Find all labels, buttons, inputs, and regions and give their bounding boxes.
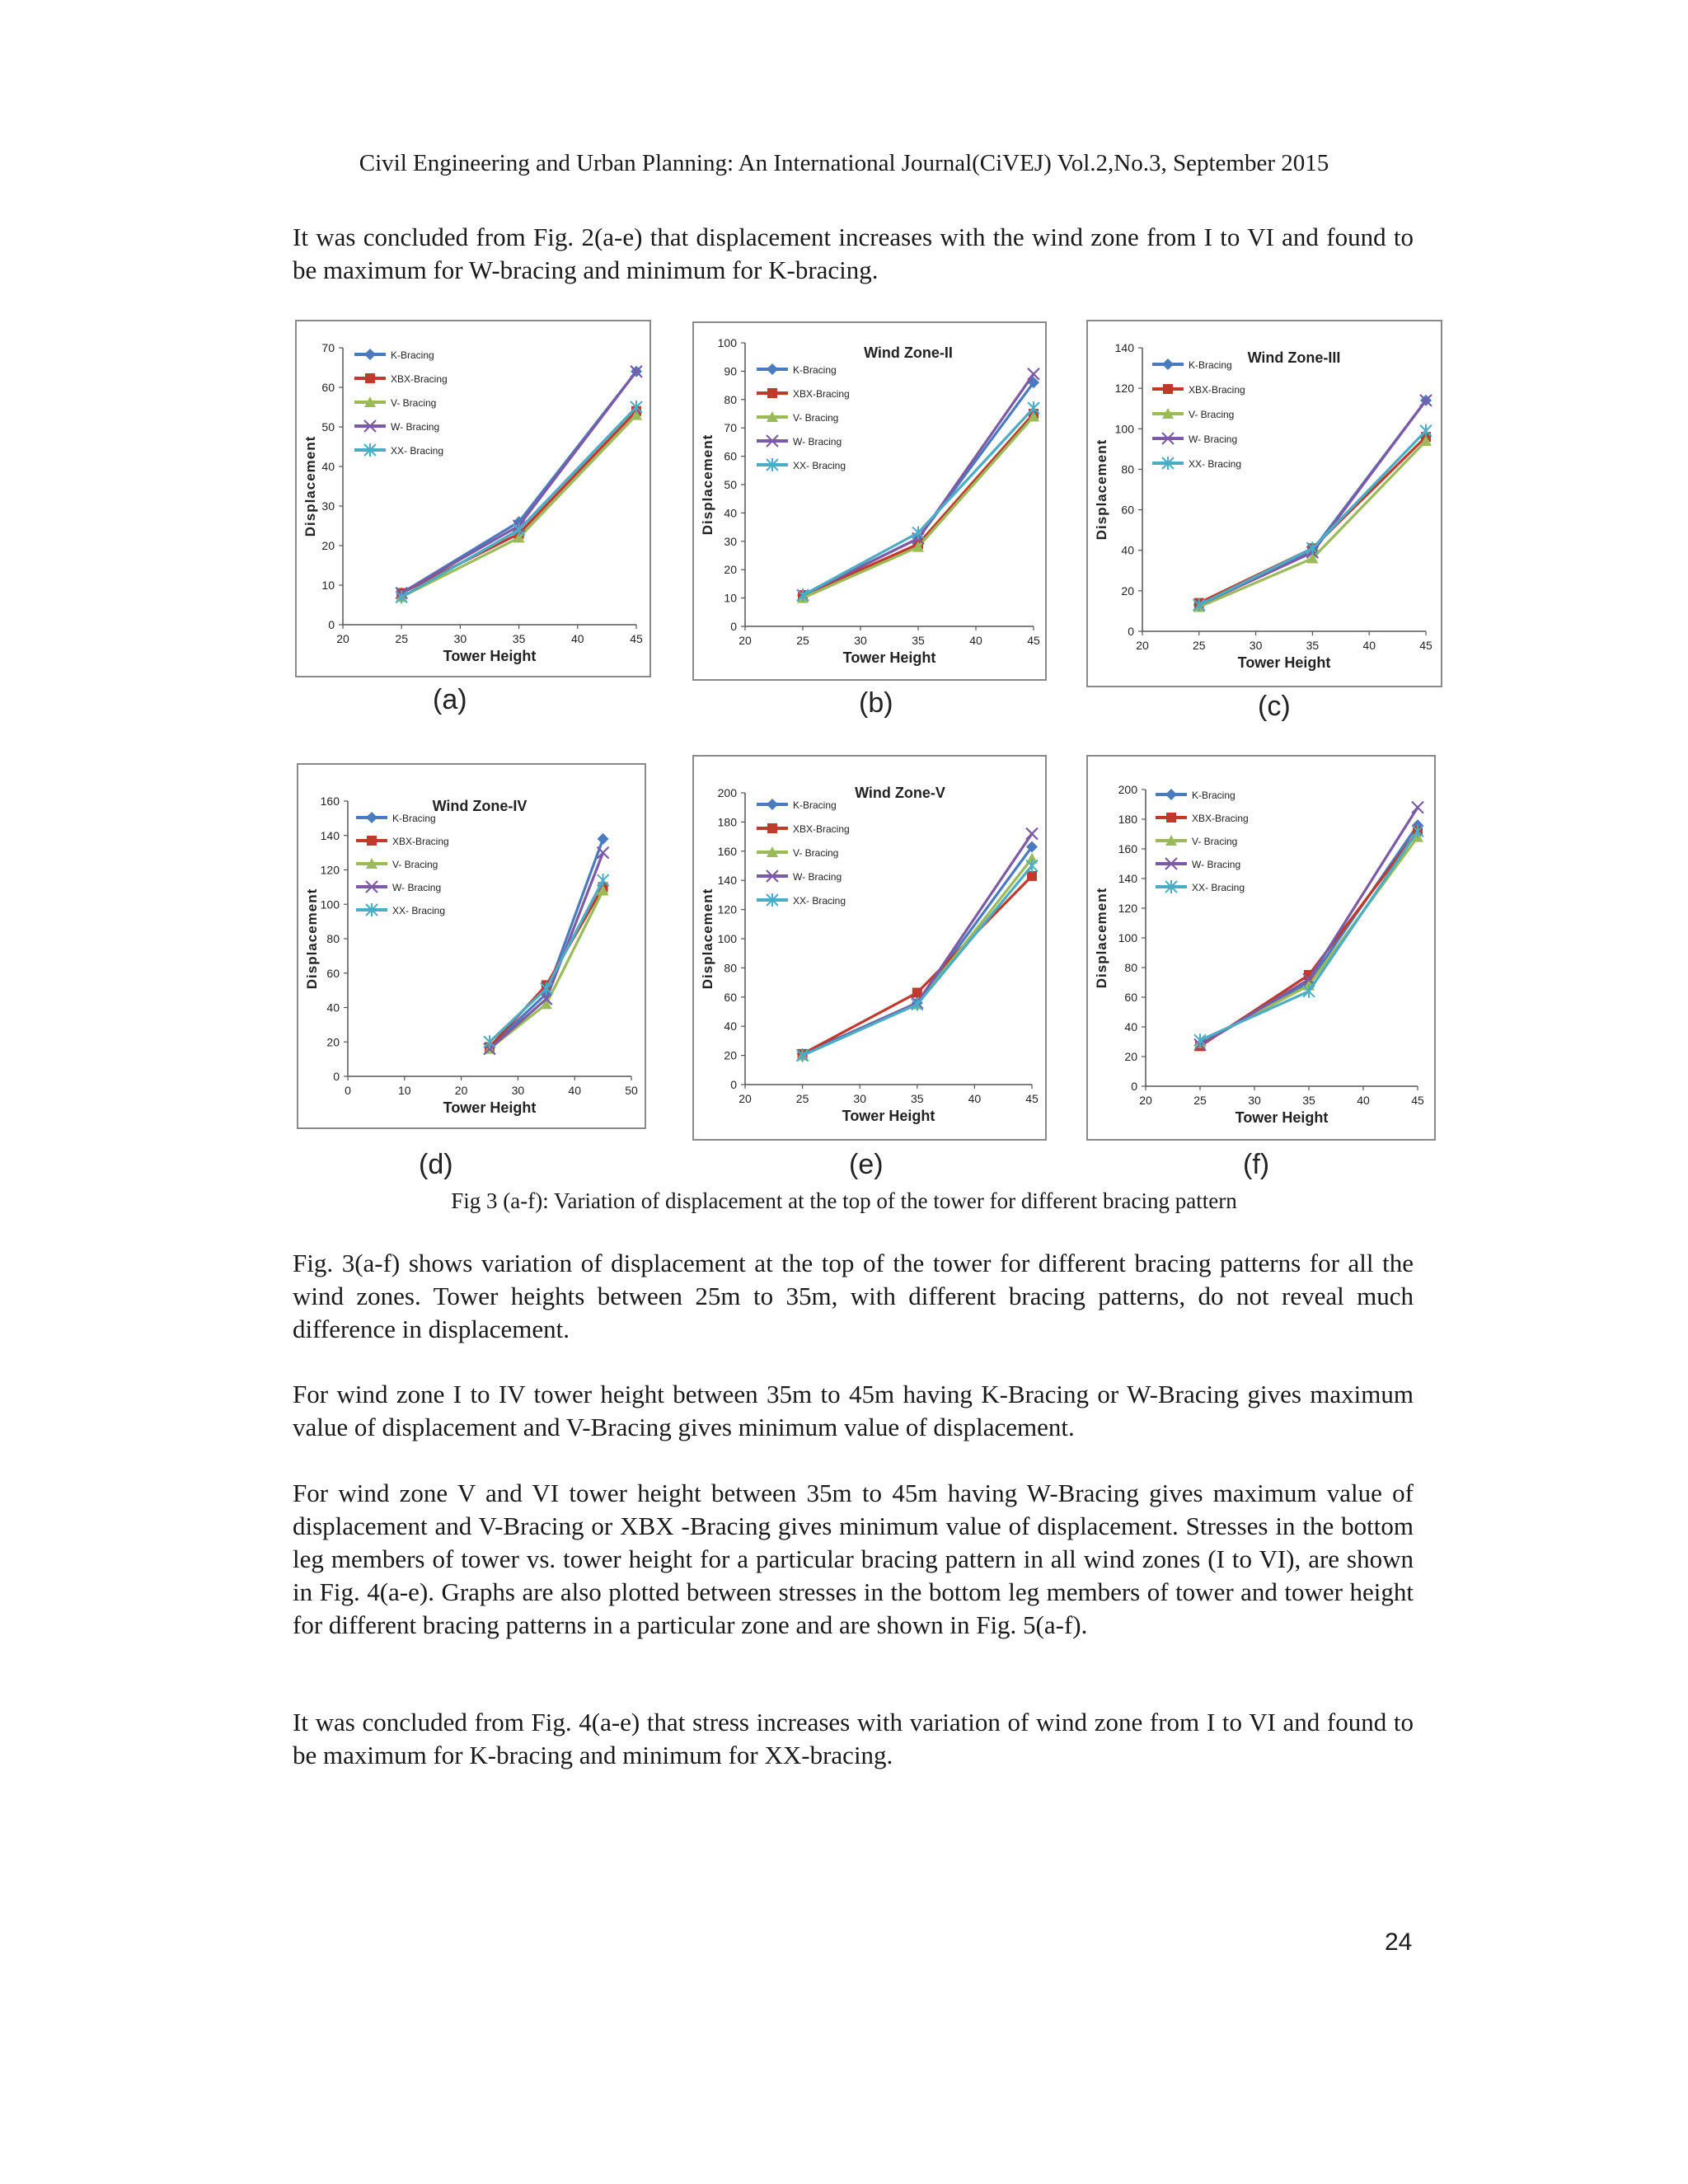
y-axis-label: Displacement: [1094, 438, 1109, 541]
legend-marker: [1163, 384, 1173, 394]
x-tick-label: 45: [1419, 639, 1432, 652]
x-tick-label: 20: [738, 1092, 752, 1105]
y-tick-label: 160: [1118, 842, 1137, 855]
y-tick-label: 80: [724, 392, 737, 406]
legend-item-xbx-bracing: [1152, 384, 1245, 396]
x-tick-label: 35: [512, 632, 526, 645]
legend-item-w-bracing: [354, 420, 439, 433]
series-line-xx-bracing: [490, 880, 603, 1042]
x-tick-label: 10: [398, 1084, 411, 1097]
series-line-k-bracing: [490, 839, 603, 1047]
y-tick-label: 0: [1128, 625, 1134, 638]
legend-label: V- Bracing: [1189, 409, 1235, 420]
y-tick-label: 140: [320, 828, 340, 842]
legend-label: W- Bracing: [1192, 859, 1241, 870]
y-tick-label: 30: [321, 499, 335, 513]
series-w-bracing: [1193, 395, 1432, 611]
y-tick-label: 10: [321, 579, 335, 592]
y-tick-label: 160: [320, 794, 340, 808]
y-tick-label: 20: [1121, 583, 1134, 598]
y-tick-label: 180: [1118, 813, 1137, 826]
panel-label-d: (d): [419, 1149, 453, 1180]
legend-item-w-bracing: [757, 870, 842, 883]
y-axis-label: Displacement: [700, 434, 715, 536]
y-tick-label: 30: [724, 534, 737, 548]
x-tick-label: 20: [738, 634, 752, 647]
legend-item-k-bracing: [1156, 789, 1236, 801]
y-tick-label: 60: [321, 381, 335, 394]
legend-item-k-bracing: [757, 799, 837, 811]
y-tick-label: 120: [1114, 382, 1134, 396]
y-tick-label: 100: [717, 336, 737, 349]
data-point-xx-bracing: [598, 874, 609, 887]
legend-marker: [767, 799, 778, 810]
data-point-xx-bracing: [1028, 401, 1039, 415]
legend-label: XBX-Bracing: [793, 823, 850, 835]
series-xbx-bracing: [396, 406, 641, 598]
y-tick-label: 140: [717, 874, 737, 888]
y-tick-label: 0: [730, 620, 737, 633]
legend-item-k-bracing: [354, 349, 434, 361]
paragraph-1: Fig. 3(a-f) shows variation of displacement at the top of the tower for different bracing patterns for all the wind zones. Tower heights between 25m to 35m, with different bracing patterns, do not reveal much difference in displacement.: [293, 1249, 1414, 1343]
y-tick-label: 40: [326, 1001, 340, 1015]
chart-panel-a: [295, 320, 651, 677]
series-line-w-bracing: [1199, 401, 1426, 605]
y-tick-label: 90: [724, 364, 737, 378]
x-tick-label: 35: [911, 1092, 924, 1105]
panel-label-c: (c): [1258, 691, 1291, 722]
y-axis-label: Displacement: [700, 888, 715, 990]
chart-panel-e: [692, 755, 1047, 1141]
y-tick-label: 40: [1124, 1020, 1137, 1033]
legend-label: XBX-Bracing: [392, 836, 449, 847]
y-tick-label: 60: [1124, 991, 1137, 1004]
paragraph-2: For wind zone I to IV tower height between 35m to 45m having K-Bracing or W-Bracing gives maximum value of displacement and V-Bracing gives minimum value of displacement.: [293, 1380, 1414, 1441]
legend-item-v-bracing: [356, 858, 438, 870]
y-tick-label: 60: [724, 990, 737, 1004]
legend-label: V- Bracing: [793, 412, 839, 424]
chart-b-svg: [694, 323, 1045, 679]
legend-label: XX- Bracing: [793, 460, 846, 471]
y-tick-label: 20: [724, 563, 737, 577]
x-tick-label: 40: [968, 1092, 982, 1105]
data-point-xx-bracing: [1026, 860, 1038, 873]
chart-panel-b: [692, 321, 1047, 681]
panel-label-f: (f): [1243, 1149, 1270, 1180]
y-tick-label: 0: [333, 1070, 340, 1083]
y-tick-label: 160: [717, 844, 737, 858]
legend-label: W- Bracing: [392, 882, 442, 893]
x-tick-label: 45: [1027, 634, 1040, 647]
x-tick-label: 45: [1411, 1094, 1424, 1107]
legend-label: V- Bracing: [392, 859, 438, 870]
y-tick-label: 40: [724, 1019, 737, 1033]
series-line-xx-bracing: [1199, 431, 1426, 605]
y-tick-label: 180: [717, 815, 737, 829]
legend-label: XX- Bracing: [1189, 458, 1242, 470]
legend-item-v-bracing: [757, 846, 838, 859]
legend-marker: [367, 836, 377, 846]
legend-marker: [1165, 789, 1177, 800]
y-tick-label: 60: [1121, 503, 1134, 517]
x-tick-label: 30: [511, 1084, 525, 1097]
y-tick-label: 20: [724, 1048, 737, 1062]
legend-item-xbx-bracing: [757, 388, 850, 400]
series-xx-bracing: [797, 401, 1039, 602]
x-tick-label: 25: [795, 1092, 809, 1105]
chart-f-svg: [1088, 757, 1434, 1139]
paragraph-3: For wind zone V and VI tower height between 35m to 45m having W-Bracing gives maximum value of displacement and V-Bracing or XBX -Bracing gives minimum value of displacement. Stresses in the bottom leg members of tower vs. tower height for a particular bracing pattern in all wind zones (I to VI), are shown in Fig. 4(a-e). Graphs are also plotted between stresses in the bottom leg members of tower and tower height for different bracing patterns in a particular zone and are shown in Fig. 5(a-f).: [293, 1479, 1414, 1639]
series-w-bracing: [797, 828, 1038, 1062]
legend-label: K-Bracing: [793, 799, 837, 811]
legend-marker: [1162, 359, 1174, 370]
legend-item-w-bracing: [356, 881, 441, 893]
y-tick-label: 40: [724, 506, 737, 520]
y-tick-label: 100: [717, 932, 737, 945]
y-tick-label: 100: [320, 898, 340, 912]
series-k-bracing: [1193, 395, 1432, 611]
legend-item-v-bracing: [757, 411, 838, 424]
chart-e-svg: [694, 757, 1045, 1139]
x-tick-label: 35: [1302, 1094, 1315, 1107]
series-xx-bracing: [1194, 824, 1423, 1047]
legend-item-k-bracing: [757, 363, 837, 376]
series-line-k-bracing: [1199, 401, 1426, 605]
y-tick-label: 50: [321, 420, 335, 434]
x-axis-label: Tower Height: [842, 1108, 935, 1124]
legend-label: K-Bracing: [392, 813, 436, 824]
legend-marker: [364, 349, 376, 360]
x-tick-label: 25: [1193, 639, 1206, 652]
x-tick-label: 20: [336, 632, 349, 645]
x-tick-label: 40: [1357, 1094, 1370, 1107]
y-tick-label: 20: [326, 1035, 340, 1049]
y-tick-label: 100: [1114, 422, 1134, 436]
legend-label: K-Bracing: [391, 349, 434, 361]
legend-item-xx-bracing: [1152, 457, 1241, 470]
y-tick-label: 120: [320, 863, 340, 877]
legend-item-xbx-bracing: [1156, 813, 1249, 824]
x-axis-label: Tower Height: [443, 648, 537, 664]
legend-item-xbx-bracing: [356, 836, 449, 847]
x-axis-label: Tower Height: [842, 649, 936, 666]
y-tick-label: 40: [321, 460, 335, 473]
x-tick-label: 30: [1249, 639, 1263, 652]
y-tick-label: 200: [1118, 783, 1137, 796]
series-line-w-bracing: [803, 374, 1034, 595]
series-k-bracing: [797, 377, 1039, 601]
legend-item-v-bracing: [1156, 835, 1237, 847]
x-tick-label: 25: [395, 632, 408, 645]
y-axis-label: Displacement: [302, 435, 318, 537]
x-tick-label: 30: [1248, 1094, 1261, 1107]
chart-title: Wind Zone-V: [855, 785, 945, 801]
x-tick-label: 30: [854, 634, 867, 647]
legend-label: W- Bracing: [793, 436, 842, 448]
intro-paragraph: It was concluded from Fig. 2(a-e) that displacement increases with the wind zone from I to VI and found to be maximum for W-bracing and minimum for K-bracing.: [293, 223, 1414, 284]
series-xx-bracing: [1193, 424, 1432, 612]
y-tick-label: 0: [328, 618, 335, 631]
y-tick-label: 20: [1124, 1050, 1137, 1063]
y-tick-label: 140: [1114, 341, 1134, 354]
series-line-k-bracing: [401, 372, 636, 593]
legend-label: K-Bracing: [1192, 790, 1236, 801]
legend-item-xbx-bracing: [757, 823, 850, 835]
series-k-bracing: [484, 833, 609, 1053]
x-tick-label: 50: [625, 1084, 638, 1097]
y-tick-label: 80: [1121, 462, 1134, 476]
y-tick-label: 80: [724, 961, 737, 975]
legend-label: XBX-Bracing: [793, 388, 850, 400]
chart-a-svg: [297, 321, 649, 676]
legend-label: W- Bracing: [793, 871, 842, 883]
series-line-w-bracing: [803, 834, 1032, 1056]
x-tick-label: 40: [571, 632, 584, 645]
legend-label: XBX-Bracing: [1192, 813, 1249, 824]
series-line-v-bracing: [803, 859, 1032, 1056]
legend-label: K-Bracing: [793, 364, 837, 376]
legend-item-w-bracing: [757, 435, 842, 448]
legend-item-w-bracing: [1156, 858, 1240, 870]
chart-panel-c: [1086, 320, 1442, 687]
y-tick-label: 200: [717, 786, 737, 799]
legend-marker: [1166, 813, 1176, 823]
legend-item-xx-bracing: [354, 443, 443, 457]
x-tick-label: 20: [1139, 1094, 1152, 1107]
legend-item-xx-bracing: [757, 458, 846, 471]
legend-item-xx-bracing: [356, 903, 445, 916]
x-tick-label: 0: [345, 1084, 351, 1097]
x-tick-label: 45: [630, 632, 643, 645]
data-point-xbx-bracing: [1027, 871, 1037, 881]
y-tick-label: 120: [1118, 902, 1137, 915]
legend-label: K-Bracing: [1189, 359, 1232, 371]
x-axis-label: Tower Height: [1237, 654, 1331, 671]
series-line-xx-bracing: [401, 407, 636, 597]
x-tick-label: 30: [453, 632, 467, 645]
data-point-w-bracing: [1412, 802, 1423, 813]
data-point-xx-bracing: [1303, 985, 1315, 998]
legend-label: XX- Bracing: [392, 905, 446, 916]
legend-label: W- Bracing: [1189, 434, 1238, 445]
legend-marker: [767, 388, 777, 398]
y-tick-label: 0: [1131, 1080, 1137, 1093]
chart-c-svg: [1088, 321, 1441, 686]
y-tick-label: 80: [326, 932, 340, 945]
series-line-xbx-bracing: [401, 411, 636, 593]
x-tick-label: 20: [1136, 639, 1149, 652]
x-tick-label: 40: [1362, 639, 1376, 652]
x-axis-label: Tower Height: [1235, 1109, 1329, 1126]
page-number: 24: [1385, 1929, 1413, 1956]
y-tick-label: 60: [326, 966, 340, 980]
paragraph-4: It was concluded from Fig. 4(a-e) that stress increases with variation of wind zone from I to VI and found to be maximum for K-bracing and minimum for XX-bracing.: [293, 1708, 1414, 1769]
y-tick-label: 70: [724, 421, 737, 435]
chart-panel-f: [1086, 755, 1436, 1141]
panel-label-a: (a): [433, 684, 467, 715]
y-tick-label: 20: [321, 539, 335, 552]
x-tick-label: 35: [1306, 639, 1320, 652]
y-tick-label: 70: [321, 341, 335, 354]
legend-marker: [365, 373, 375, 383]
y-tick-label: 50: [724, 478, 737, 491]
x-tick-label: 20: [454, 1084, 468, 1097]
x-tick-label: 30: [853, 1092, 866, 1105]
y-tick-label: 60: [724, 449, 737, 463]
data-point-xx-bracing: [1420, 424, 1432, 438]
series-xx-bracing: [484, 874, 609, 1048]
data-point-w-bracing: [1026, 828, 1038, 840]
x-tick-label: 25: [1193, 1094, 1207, 1107]
series-w-bracing: [797, 368, 1039, 601]
chart-title: Wind Zone-III: [1247, 349, 1341, 366]
legend-item-xx-bracing: [757, 893, 846, 907]
series-line-w-bracing: [401, 372, 636, 593]
legend-item-xbx-bracing: [354, 373, 448, 385]
y-tick-label: 40: [1121, 543, 1134, 557]
x-axis-label: Tower Height: [443, 1099, 537, 1116]
legend-item-k-bracing: [356, 812, 436, 824]
y-tick-label: 140: [1118, 872, 1137, 885]
chart-title: Wind Zone-IV: [432, 798, 528, 814]
legend-label: XX- Bracing: [1192, 882, 1245, 893]
chart-title: Wind Zone-II: [864, 344, 953, 361]
legend-label: XX- Bracing: [793, 895, 846, 907]
x-tick-label: 25: [796, 634, 809, 647]
x-tick-label: 40: [969, 634, 982, 647]
x-tick-label: 45: [1025, 1092, 1039, 1105]
legend-item-v-bracing: [354, 396, 436, 409]
x-tick-label: 35: [912, 634, 925, 647]
legend-label: W- Bracing: [391, 421, 440, 433]
legend-label: XBX-Bracing: [391, 373, 448, 385]
y-tick-label: 80: [1124, 961, 1137, 974]
legend-label: V- Bracing: [793, 847, 839, 859]
y-tick-label: 10: [724, 591, 737, 605]
legend-label: XBX-Bracing: [1189, 384, 1245, 396]
legend-marker: [366, 812, 377, 823]
y-axis-label: Displacement: [304, 888, 320, 990]
legend-item-w-bracing: [1152, 433, 1237, 445]
chart-d-svg: [298, 765, 645, 1127]
chart-panel-d: [297, 763, 646, 1129]
legend-item-xx-bracing: [1156, 880, 1245, 893]
figure-caption: Fig 3 (a-f): Variation of displacement at the top of the tower for different bracing pattern: [451, 1188, 1237, 1213]
data-point-k-bracing: [598, 833, 609, 845]
legend-label: XX- Bracing: [391, 445, 444, 457]
y-axis-label: Displacement: [1094, 887, 1109, 989]
journal-header: Civil Engineering and Urban Planning: An International Journal(CiVEJ) Vol.2,No.3, September 2015: [359, 150, 1329, 176]
y-tick-label: 120: [717, 902, 737, 916]
legend-item-k-bracing: [1152, 359, 1232, 371]
y-tick-label: 100: [1118, 931, 1137, 944]
legend-label: V- Bracing: [391, 397, 437, 409]
legend-marker: [767, 823, 777, 833]
panel-label-e: (e): [849, 1149, 884, 1180]
legend-marker: [767, 363, 778, 375]
y-tick-label: 0: [730, 1078, 737, 1091]
legend-label: V- Bracing: [1192, 836, 1238, 847]
legend-item-v-bracing: [1152, 408, 1234, 420]
x-tick-label: 40: [568, 1084, 581, 1097]
panel-label-b: (b): [859, 687, 893, 719]
series-v-bracing: [797, 853, 1038, 1061]
